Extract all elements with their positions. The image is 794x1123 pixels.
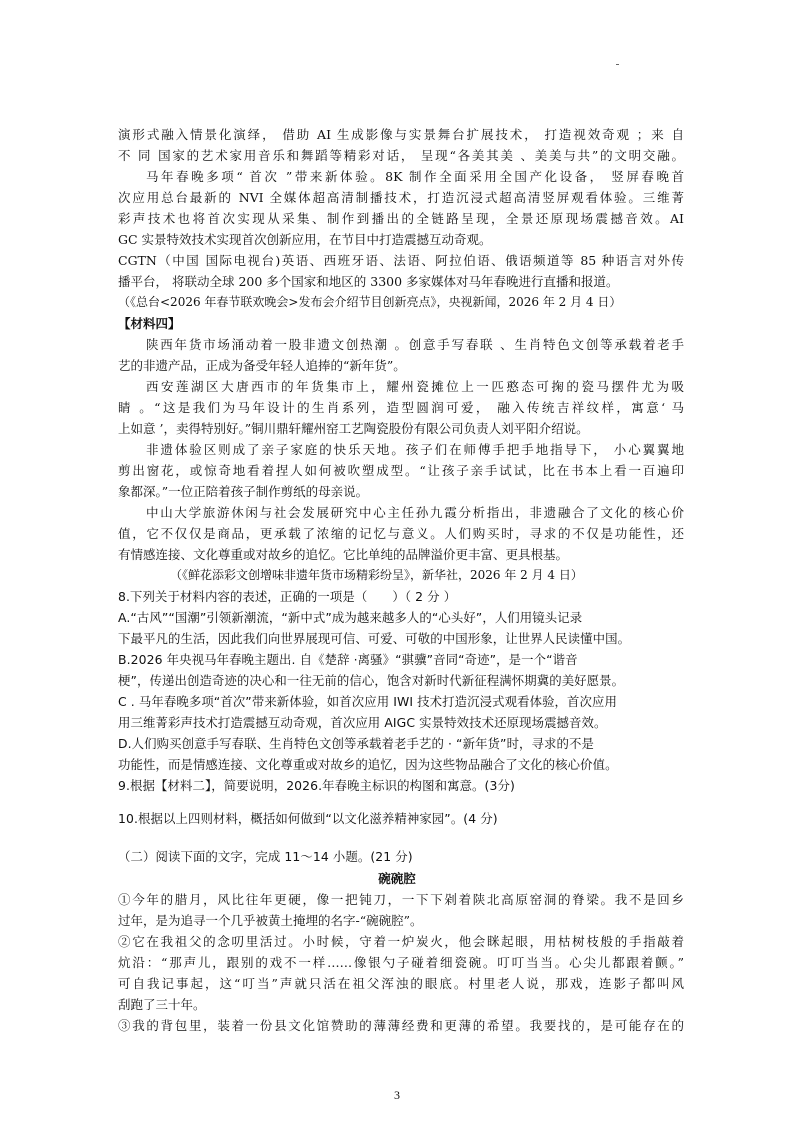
body-line: 播平台， 将联动全球 200 多个国家和地区的 3300 多家媒体对马年春晚进行直播和报道。 <box>118 274 619 289</box>
page-number: 3 <box>394 1088 400 1102</box>
story-line: ①今年的腊月，风比往年更硬，像一把钝刀，一下下剁着陕北高原窑洞的脊梁。我不是回乡 <box>118 892 684 907</box>
option-b-cont: 梗”，传递出创造奇迹的决心和一往无前的信心，饱含对新时代新征程满怀期冀的美好愿景。 <box>118 673 625 688</box>
option-a: A.“古风”“国潮”引领新潮流，“新中式”成为越来越多人的“心头好”，人们用镜头记录 <box>118 610 583 625</box>
body-line: 上如意 ’，卖得特别好。”铜川鼎轩耀州窑工艺陶瓷股份有限公司负责人刘平阳介绍说。 <box>118 421 589 436</box>
option-b: B.2026 年央视马年春晚主题出. 自《楚辞 ·离骚》“骐骥”音同“奇迹”，是一个“谐音 <box>118 652 578 667</box>
option-d: D.人们购买创意手写春联、生肖特色文创等承载着老手艺的 · “新年货”时，寻求的不是 <box>118 736 595 751</box>
option-d-cont: 功能性，而是情感连接、文化尊重或对故乡的追忆，因为这些物品融合了文化的核心价值。 <box>118 757 618 772</box>
story-line: 过年，是为追寻一个几乎被黄土掩埋的名字-“碗碗腔”。 <box>118 913 423 928</box>
option-c: C . 马年春晚多项“首次”带来新体验，如首次应用 IWI 技术打造沉浸式观看体验，首次应用 <box>118 694 618 709</box>
question-10: 10.根据以上四则材料，概括如何做到“以文化滋养精神家园”。(4 分) <box>118 811 498 826</box>
option-c-cont: 用三维菁彩声技术打造震撼互动奇观，首次应用 AIGC 实景特效技术还原现场震撼音效。 <box>118 715 607 730</box>
source-citation: （《鲜花添彩文创增味非遗年货市场精彩纷呈》，新华社，2026 年 2 月 4 日） <box>170 568 583 582</box>
body-line: 非遗体验区则成了亲子家庭的快乐天地。孩子们在师傅手把手地指导下， 小心翼翼地 <box>146 442 684 457</box>
story-line: 刮跑了三十年。 <box>118 997 206 1012</box>
body-line: 有情感连接、文化尊重或对故乡的追忆。它比单纯的品牌溢价更丰富、更具根基。 <box>118 547 569 562</box>
body-line: 不 同 国家的艺术家用音乐和舞蹈等精彩对话， 呈现“各美其美 、美美与共”的文明交融。 <box>118 148 684 163</box>
story-line: 炕沿：“那声儿，跟别的戏不一样……像银勺子碰着细瓷碗。叮叮当当。心尖儿都跟着颤。” <box>118 955 684 970</box>
material-heading: 【材料四】 <box>118 316 181 331</box>
body-line: 西安莲湖区大唐西市的年货集市上，耀州瓷摊位上一匹憨态可掬的瓷马摆件尤为吸 <box>146 379 684 394</box>
body-line: CGTN（中国 国际电视台)英语、西班牙语、法语、阿拉伯语、俄语频道等 85 种语言对外传 <box>118 253 684 268</box>
body-line: 马年春晚多项“ 首次 ”带来新体验。8K 制作全面采用全国产化设备， 竖屏春晚首 <box>146 169 684 184</box>
question-8: 8.下列关于材料内容的表述，正确的一项是（ ）（ 2 分 ） <box>118 589 457 604</box>
body-line: 次应用总台最新的 NVI 全媒体超高清制播技术，打造沉浸式超高清竖屏观看体验。三维菁 <box>118 190 684 205</box>
story-line: ③我的背包里，装着一份县文化馆赞助的薄薄经费和更薄的希望。我要找的，是可能存在的 <box>118 1018 684 1033</box>
option-a-cont: 下最平凡的生活，因此我们向世界展现可信、可爱、可敬的中国形象，让世界人民读懂中国。 <box>118 631 631 646</box>
body-line: GC 实景特效技术实现首次创新应用，在节目中打造震撼互动奇观。 <box>118 232 492 247</box>
scan-speck <box>616 64 619 65</box>
body-line: 象都深。”一位正陪着孩子制作剪纸的母亲说。 <box>118 484 369 499</box>
body-line: 陕西年货市场涌动着一股非遗文创热潮 。创意手写春联 、生肖特色文创等承载着老手 <box>146 337 684 352</box>
source-citation: （《总台<2026 年春节联欢晚会>发布会介绍节目创新亮点》，央视新闻，2026 年 2 月 4 日） <box>118 295 622 309</box>
body-line: 彩声技术也将首次实现从采集、制作到播出的全链路呈现，全景还原现场震撼音效。AI <box>118 211 684 226</box>
body-line: 剪出窗花，或惊奇地看着捏人如何被吹塑成型。“让孩子亲手试试，比在书本上看一百遍印 <box>118 463 684 478</box>
question-9: 9.根据【材料二】，简要说明，2026.年春晚主标识的构图和寓意。(3分) <box>118 778 515 793</box>
body-line: 睛 。“这是我们为马年设计的生肖系列，造型圆润可爱， 融入传统吉祥纹样，寓意‘ 马 <box>118 400 684 415</box>
story-title: 碗碗腔 <box>378 871 416 886</box>
body-line: 中山大学旅游休闲与社会发展研究中心主任孙九霞分析指出，非遗融合了文化的核心价 <box>146 505 684 520</box>
section-heading: （二）阅读下面的文字，完成 11～14 小题。(21 分) <box>118 849 413 864</box>
story-line: 可自我记事起，这“叮当”声就只活在祖父浑浊的眼底。村里老人说，那戏，连影子都叫风 <box>118 976 684 991</box>
story-line: ②它在我祖父的念叨里活过。小时候，守着一炉炭火，他会眯起眼，用枯树枝般的手指敲着 <box>118 934 684 949</box>
body-line: 值，它不仅仅是商品，更承载了浓缩的记忆与意义。人们购买时，寻求的不仅是功能性，还 <box>118 526 684 541</box>
body-line: 艺的非遗产品，正成为备受年轻人追捧的“新年货”。 <box>118 358 406 373</box>
body-line: 演形式融入情景化演绎， 借助 AI 生成影像与实景舞台扩展技术， 打造视效奇观 ；来 自 <box>118 127 684 142</box>
